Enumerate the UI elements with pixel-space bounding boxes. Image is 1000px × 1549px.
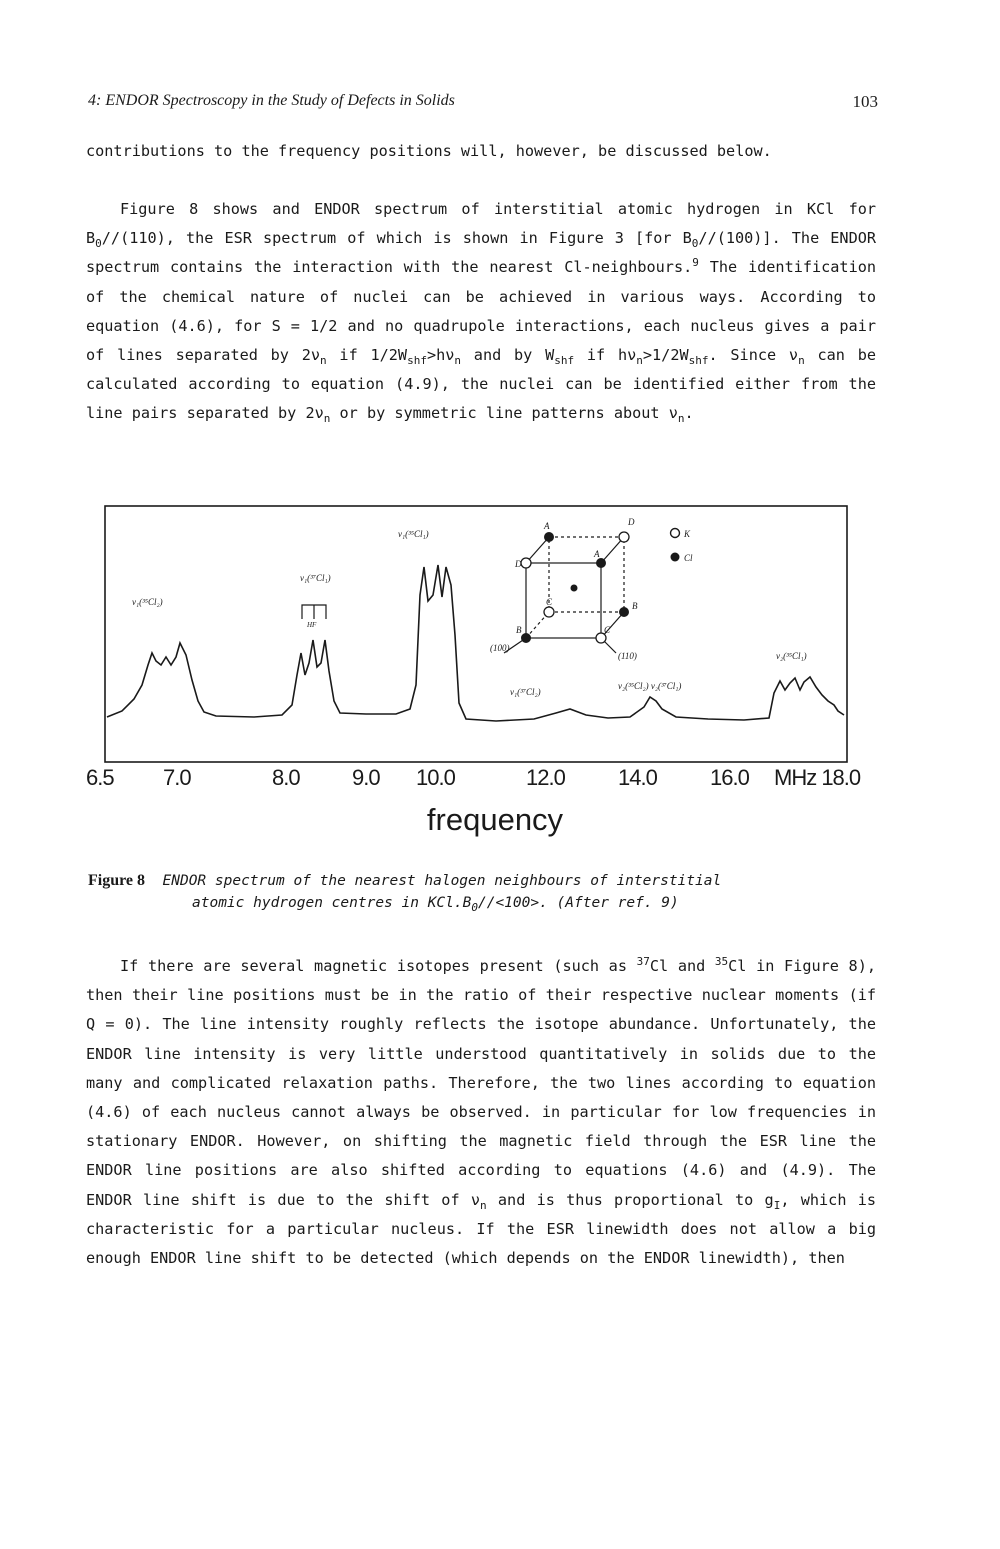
p3-sub: I [773, 1198, 781, 1212]
p3-text: Cl and [649, 957, 715, 975]
x-tick: 8.0 [272, 765, 300, 790]
x-axis-label: frequency [426, 802, 564, 837]
x-tick: MHz 18.0 [774, 765, 861, 790]
p3-sup: 35 [714, 954, 729, 968]
peak-label: ν₂(³⁵Cl₁) [776, 651, 807, 661]
footnote-ref: 9 [692, 256, 699, 270]
peak-label: ν₁(³⁷Cl₂) [510, 687, 541, 697]
peak-label: ν₁(³⁷Cl₁) [300, 573, 331, 583]
p3-text: , which is characteristic for a particular nucleus. If the ESR linewidth does not allow a big enough ENDOR line shift to be detected (which depends on the ENDOR linewidth), then [86, 1190, 877, 1268]
x-tick: 9.0 [352, 765, 380, 790]
axis-mark-100: (100) [490, 643, 510, 653]
x-tick: 16.0 [710, 765, 749, 790]
p2-text: . [684, 404, 694, 423]
k-atom-icon [521, 558, 531, 568]
legend-k-label: K [684, 529, 691, 539]
k-atom-icon [619, 532, 629, 542]
p2-text: >hν [426, 346, 455, 365]
hydrogen-atom-icon [571, 585, 578, 592]
endor-spectrum-figure [104, 505, 849, 763]
caption-text: //<100>. (After ref. 9) [477, 895, 679, 911]
potassium-legend-icon [671, 529, 680, 538]
caption-label: Figure 8 [88, 872, 146, 889]
p2-sub: 0 [95, 237, 102, 251]
caption-line-1: ENDOR spectrum of the nearest halogen neighbours of interstitial [162, 873, 722, 889]
cube-corner-label: A [594, 549, 600, 559]
cube-corner-label: C [546, 597, 553, 607]
p3-text: If there are several magnetic isotopes present (such as [120, 957, 637, 975]
page-number: 103 [852, 92, 878, 111]
p2-text: >1/2W [642, 346, 689, 365]
x-tick: 7.0 [163, 765, 191, 790]
cl-atom-icon [521, 633, 531, 643]
paragraph-3 [86, 952, 876, 1273]
p2-text: or by symmetric line patterns about ν [330, 404, 678, 423]
cube-back-face [549, 537, 624, 612]
paragraph-2 [86, 195, 876, 429]
caption-text: atomic hydrogen centres in KCl.B [192, 895, 472, 911]
p3-sub: n [480, 1198, 487, 1212]
p2-text: //(110), the ESR spectrum of which is shown in Figure 3 [for B [101, 229, 692, 248]
p2-text: if hν [574, 346, 637, 365]
p2-sub: shf [688, 354, 709, 368]
caption-sub: 0 [471, 900, 478, 914]
hf-mark: HF [307, 621, 317, 629]
figure-caption [88, 870, 888, 914]
p2-sub: n [323, 412, 331, 426]
cube-corner-label: C [604, 625, 611, 635]
paragraph-1 [86, 137, 876, 166]
p2-text: The identification of the chemical nature of nuclei can be achieved in various ways. According to equation (4.6), for S = 1/2 and no quadrupole interactions, each nucleus gives a pair of lines separated by 2ν [86, 258, 877, 365]
p2-sub: n [320, 354, 327, 368]
x-axis-ticks [80, 765, 880, 795]
p2-sub: n [798, 354, 805, 368]
p3-text: Cl in Figure 8), then their line positions must be in the ratio of their respective nuclear moments (if Q = 0). The line intensity roughly reflects the isotope abundance. Unfortunately, the ENDOR line intensity is very little understood quantitatively in solids due to the many and complicated relaxation paths. Therefore, the two lines according to equation (4.6) of each nucleus cannot always be observed. in particular for low frequencies in stationary ENDOR. However, on shifting the magnetic field through the ESR line the ENDOR line positions are also shifted according to equations (4.6) and (4.9). The ENDOR line shift is due to the shift of ν [86, 957, 876, 1209]
peak-label: ν₁(³⁵Cl₂) [132, 597, 163, 607]
spectrum-trace [107, 565, 844, 721]
cube-front-face [526, 563, 601, 638]
hf-bracket [302, 605, 326, 619]
x-tick: 6.5 [86, 765, 114, 790]
x-tick: 10.0 [416, 765, 455, 790]
peak-label: ν₂(³⁵Cl₂) ν₂(³⁷Cl₁) [618, 681, 682, 691]
figure-frame [105, 506, 847, 762]
cube-corner-label: B [632, 601, 638, 611]
p2-text: if 1/2W [326, 346, 408, 365]
x-tick: 12.0 [526, 765, 565, 790]
p2-sub: 0 [691, 237, 699, 251]
p2-text: Figure 8 shows and ENDOR spectrum of interstitial atomic hydrogen in KCl for B [86, 200, 876, 248]
p3-sup: 37 [636, 954, 650, 968]
cube-corner-label: D [515, 559, 522, 569]
p2-sub: n [677, 412, 685, 426]
legend-cl-label: Cl [684, 553, 693, 563]
p2-sub: n [636, 354, 643, 368]
p2-sub: shf [554, 354, 575, 368]
p2-text: //(100)]. The ENDOR spectrum contains the interaction with the nearest Cl-neighbours. [86, 229, 877, 277]
p3-text: and is thus proportional to g [486, 1190, 774, 1209]
x-tick: 14.0 [618, 765, 657, 790]
p2-sub: n [454, 354, 462, 368]
axis-mark-110: (110) [618, 651, 637, 661]
running-header [88, 92, 878, 118]
cube-atoms [521, 532, 629, 643]
cl-atom-icon [596, 558, 606, 568]
cube-corner-label: B [516, 625, 522, 635]
cube-corner-label: D [628, 517, 635, 527]
cl-atom-icon [619, 607, 629, 617]
p2-text: and by W [461, 346, 555, 365]
p2-text: . Since ν [708, 346, 799, 365]
paragraph-1-text: contributions to the frequency positions will, however, be discussed below. [86, 142, 772, 160]
cube-corner-label: A [544, 521, 550, 531]
chlorine-legend-icon [671, 553, 680, 562]
caption-line-2 [88, 892, 888, 914]
p2-sub: shf [407, 354, 427, 368]
running-title: 4: ENDOR Spectroscopy in the Study of Defects in Solids [88, 92, 455, 109]
k-atom-icon [544, 607, 554, 617]
peak-label: ν₁(³⁵Cl₁) [398, 529, 429, 539]
p2-text: can be calculated according to equation (4.9), the nuclei can be identified either from the line pairs separated by 2ν [86, 346, 876, 423]
cl-atom-icon [544, 532, 554, 542]
